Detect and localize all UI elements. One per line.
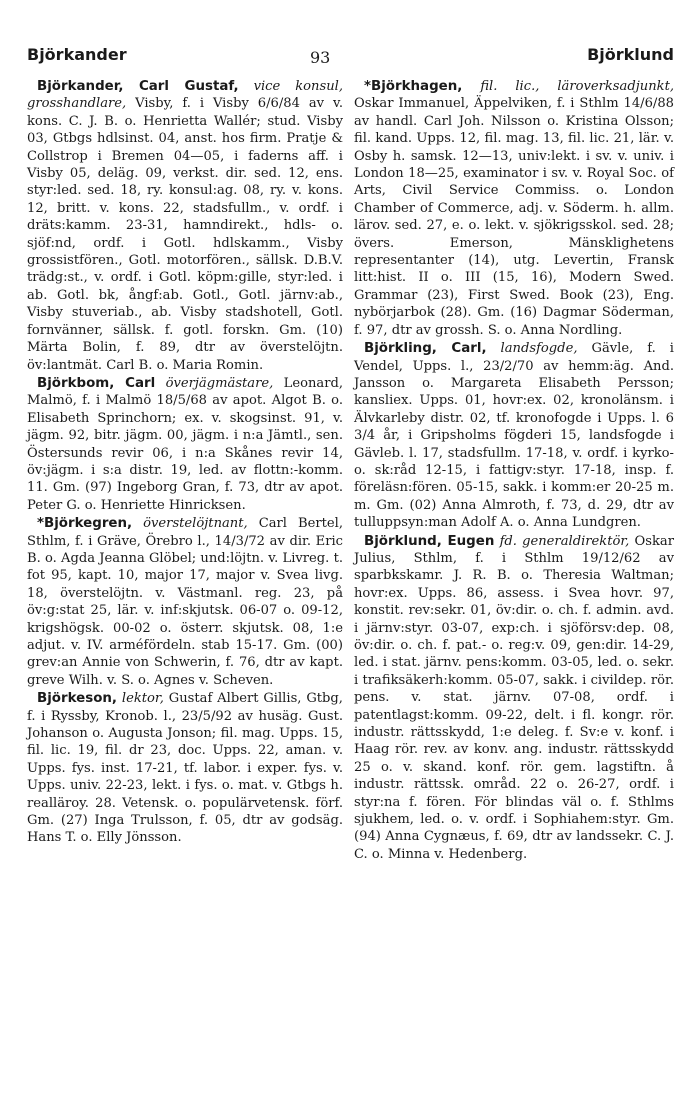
entry-name: Björkbom, Carl xyxy=(37,375,156,391)
entry-name: *Björkhagen, xyxy=(364,79,463,94)
entry-bjorkeson xyxy=(27,690,343,847)
entry-name: Björkeson, xyxy=(37,691,118,707)
header-right-guide-word: Björklund xyxy=(587,45,674,64)
entry-bjorklund xyxy=(354,533,674,864)
entry-name: Björkander, Carl Gustaf, xyxy=(37,79,239,94)
entry-title: vice konsul, grosshandlare, xyxy=(27,79,343,112)
entry-title: landsfogde, xyxy=(500,341,578,357)
entry-title: fd. generaldirektör, xyxy=(499,533,630,549)
entry-text: Gustaf Albert Gillis, Gtbg, f. i Ryssby, Kronob. l., 23/5/92 av husäg. Gust. Johanson o. Augusta Jonson; fil. mag. Upps. 15, fil. lic. 19, fil. dr 23, doc. Upps. 22, aman. v. Upps. fys. inst. 17-21, tf. labor. i exper. fys. v. Upps. univ. 22-23, lekt. i fys. o. mat. v. Gtbgs h. realläroy. 28. Vetensk. o. populärvetensk. förf. Gm. (27) Inga Trulsson, f. 05, dtr av godsäg. Hans T. o. Elly Jönsson. xyxy=(27,691,343,846)
entry-text: Oskar Immanuel, Äppelviken, f. i Sthlm 14/6/88 av handl. Carl Joh. Nilsson o. Kristina Olsson; fil. kand. Upps. 12, fil. mag. 13, fil. lic. 21, lär. v. Osby h. samsk. 12—13, univ:lekt. i sv. v. univ. i London 18—25, examinator i sv. v. Royal Soc. of Arts, Civil Service Commiss. o. London Chamber of Commerce, adj. v. Söderm. h. allm. lärov. sed. 27, e. o. lekt. v. sjökrigsskol. sed. 28; övers. Emerson, Mänsklighetens representanter (14), utg. Levertin, Fransk litt:hist. II o. III (15, 16), Modern Swed. Grammar (23), First Swed. Book (23), Eng. nybörjarbok (28). Gm. (16) Dagmar Söderman, f. 97, dtr av grossh. S. o. Anna Nordling. xyxy=(354,96,674,338)
entry-bjorkhagen xyxy=(354,78,674,339)
entry-title: fil. lic., läroverksadjunkt, xyxy=(480,79,674,94)
entry-text: Leonard, Malmö, f. i Malmö 18/5/68 av apot. Algot B. o. Elisabeth Sprinchorn; ex. v. skogsinst. 91, v. jägm. 92, bitr. jägm. 00, jägm. i n:a Jämtl., sen. Östersunds revir 06, i n:a Skånes revir 14, öv:jägm. i s:a distr. 19, led. av flottn:-komm. 11. Gm. (97) Ingeborg Gran, f. 73, dtr av apot. Peter G. o. Henriette Hinricksen. xyxy=(27,375,343,513)
entry-text: Gävle, f. i Vendel, Upps. l., 23/2/70 av hemm:äg. And. Jansson o. Margareta Elisabeth Persson; kansliex. Upps. 01, hovr:ex. 02, kronolänsm. i Älvkarleby distr. 02, tf. kronofogde i Upps. l. 6 3/4 år, i Gripsholms fögderi 15, landsfogde i Gävleb. l. 17, stadsfullm. 17-18, v. ordf. i kyrko- o. sk:råd 12-15, i fattigv:styr. 17-18, insp. f. föreläsn:fören. 05-15, sakk. i komm:er 20-25 m. m. Gm. (02) Anna Almroth, f. 73, d. 29, dtr av tulluppsyn:man Adolf A. o. Anna Lundgren. xyxy=(354,341,674,531)
left-column xyxy=(27,78,343,848)
entry-name: Björkling, Carl, xyxy=(364,341,487,357)
right-column xyxy=(354,78,674,864)
entry-title: överstelöjtnant, xyxy=(143,516,248,532)
entry-text: Visby, f. i Visby 6/6/84 av v. kons. C. J. B. o. Henrietta Wallér; stud. Visby 03, Gtbgs hdlsinst. 04, anst. hos firm. Pratje & Collstrop i Bremen 04—05, i faderns aff. i Visby 05, deläg. 09, verkst. dir. sed. 12, ens. styr:led. sed. 18, ry. konsul:ag. 08, ry. v. kons. 12, britt. v. kons. 22, stadsfullm., v. ordf. i dräts:kamm. 23-31, hamndirekt., hdls- o. sjöf:nd, ordf. i Gotl. hdlskamm., Visby grossistfören., Gotl. motorfören., sällsk. D.B.V. trädg:st., v. ordf. i Gotl. köpm:gille, styr:led. i ab. Gotl. bk, ångf:ab. Gotl., Gotl. järnv:ab., Visby stuveriab., ab. Visby stadshotell, Gotl. fornvänner, sällsk. f. gotl. forskn. Gm. (10) Märta Bolin, f. 89, dtr av överstelöjtn. öv:lantmät. Carl B. o. Maria Romin. xyxy=(27,96,343,373)
page-number: 93 xyxy=(310,48,331,67)
entry-bjorkander xyxy=(27,78,343,374)
entry-title: överjägmästare, xyxy=(165,375,274,391)
entry-title: lektor, xyxy=(121,691,164,707)
page-header xyxy=(27,45,674,69)
entry-bjorkbom xyxy=(27,375,343,514)
entry-bjorkegren xyxy=(27,515,343,689)
entry-bjorkling xyxy=(354,340,674,531)
entry-name: Björklund, Eugen xyxy=(364,533,495,549)
header-left-guide-word: Björkander xyxy=(27,45,127,64)
entry-name: *Björkegren, xyxy=(37,516,133,532)
entry-text: Oskar Julius, Sthlm, f. i Sthlm 19/12/62 av sparbkskamr. J. R. B. o. Theresia Waltman; hovr:ex. Upps. 86, assess. i Svea hovr. 97, konstit. rev:sekr. 01, öv:dir. o. ch. f. admin. avd. i järnv:styr. 03-07, exp:ch. i sjöförsv:dep. 08, öv:dir. o. ch. f. pat.- o. reg:v. 09, gen:dir. 14-29, led. i stat. järnv. pens:komm. 03-05, led. o. sekr. i trafiksäkerh:komm. 05-07, sakk. i civildep. rör. pens. v. stat. järnv. 07-08, ordf. i patentlagst:komm. 09-22, delt. i fl. kongr. rör. industr. rättsskydd, 1:e deleg. f. Sv:e v. konf. i Haag rör. rev. av konv. ang. industr. rättsskydd 25 o. v. skand. konf. rör. gem. lagstiftn. å industr. rättssk. områd. 22 o. 26-27, ordf. i styr:na f. fören. För blindas väl o. f. Sthlms sjukhem, led. o. v. ordf. i Sophiahem:styr. Gm. (94) Anna Cygnæus, f. 69, dtr av landssekr. C. J. C. o. Minna v. Hedenberg. xyxy=(354,533,674,862)
entry-text: Carl Bertel, Sthlm, f. i Gräve, Örebro l., 14/3/72 av dir. Eric B. o. Agda Jeanna Glöbel; und:löjtn. v. Livreg. t. fot 95, kapt. 10, major 17, major v. Svea livg. 18, överstelöjtn. v. Västmanl. reg. 23, på öv:g:stat 25, lär. v. inf:skjutsk. 06-07 o. 09-12, krigshögsk. 00-02 o. österr. skjutsk. 08, 1:e adjut. v. IV. arméfördeln. stab 15-17. Gm. (00) grev:an Annie von Schwerin, f. 76, dtr av kapt. greve Wilh. v. S. o. Agnes v. Scheven. xyxy=(27,516,343,688)
